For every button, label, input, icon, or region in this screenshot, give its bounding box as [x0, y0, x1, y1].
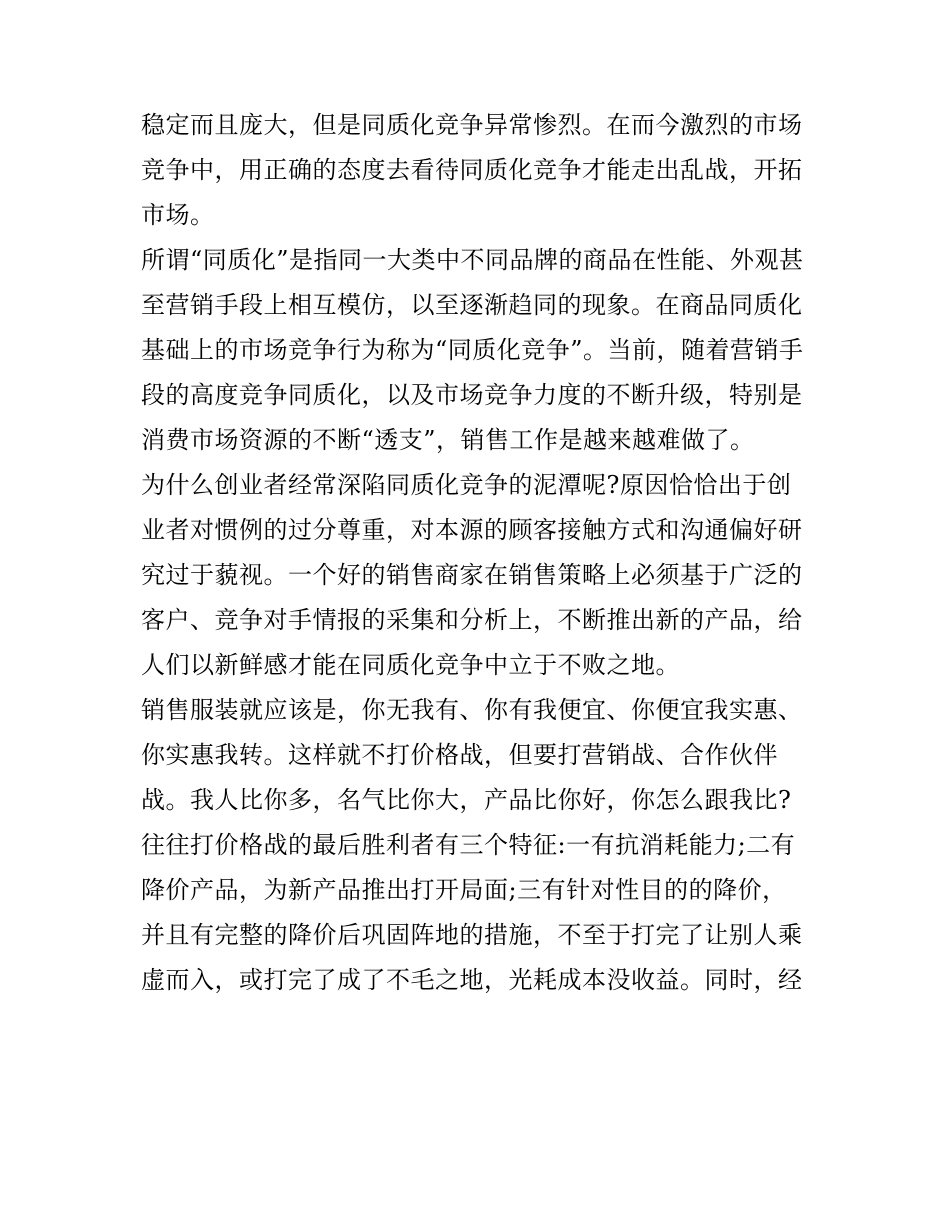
text-line: 消费市场资源的不断“透支”，销售工作是越来越难做了。	[141, 426, 755, 454]
text-line: 稳定而且庞大，但是同质化竞争异常惨烈。在而今激烈的市场	[141, 111, 803, 139]
text-line: 段的高度竞争同质化，以及市场竞争力度的不断升级，特别是	[141, 381, 803, 409]
text-line: 战。我人比你多，名气比你大，产品比你好，你怎么跟我比?	[141, 786, 792, 814]
text-line: 降价产品，为新产品推出打开局面;三有针对性目的的降价，	[141, 876, 787, 904]
text-line: 至营销手段上相互模仿，以至逐渐趋同的现象。在商品同质化	[141, 291, 803, 319]
document-body	[141, 103, 813, 1003]
text-line: 销售服装就应该是，你无我有、你有我便宜、你便宜我实惠、	[141, 696, 803, 724]
text-line: 竞争中，用正确的态度去看待同质化竞争才能走出乱战，开拓	[141, 156, 803, 184]
text-line: 基础上的市场竞争行为称为“同质化竞争”。当前，随着营销手	[141, 336, 804, 364]
text-line: 所谓“同质化”是指同一大类中不同品牌的商品在性能、外观甚	[141, 246, 804, 274]
text-line: 虚而入，或打完了成了不毛之地，光耗成本没收益。同时，经	[141, 966, 803, 994]
text-line: 往往打价格战的最后胜利者有三个特征:一有抗消耗能力;二有	[141, 831, 796, 859]
text-line: 客户、竞争对手情报的采集和分析上，不断推出新的产品，给	[141, 606, 803, 634]
text-line: 为什么创业者经常深陷同质化竞争的泥潭呢?原因恰恰出于创	[141, 471, 792, 499]
text-line: 你实惠我转。这样就不打价格战，但要打营销战、合作伙伴	[141, 741, 778, 769]
text-line: 究过于藐视。一个好的销售商家在销售策略上必须基于广泛的	[141, 561, 803, 589]
text-line: 人们以新鲜感才能在同质化竞争中立于不败之地。	[141, 651, 680, 679]
text-line: 业者对惯例的过分尊重，对本源的顾客接触方式和沟通偏好研	[141, 516, 803, 544]
text-line: 并且有完整的降价后巩固阵地的措施，不至于打完了让别人乘	[141, 921, 803, 949]
text-line: 市场。	[141, 201, 215, 229]
